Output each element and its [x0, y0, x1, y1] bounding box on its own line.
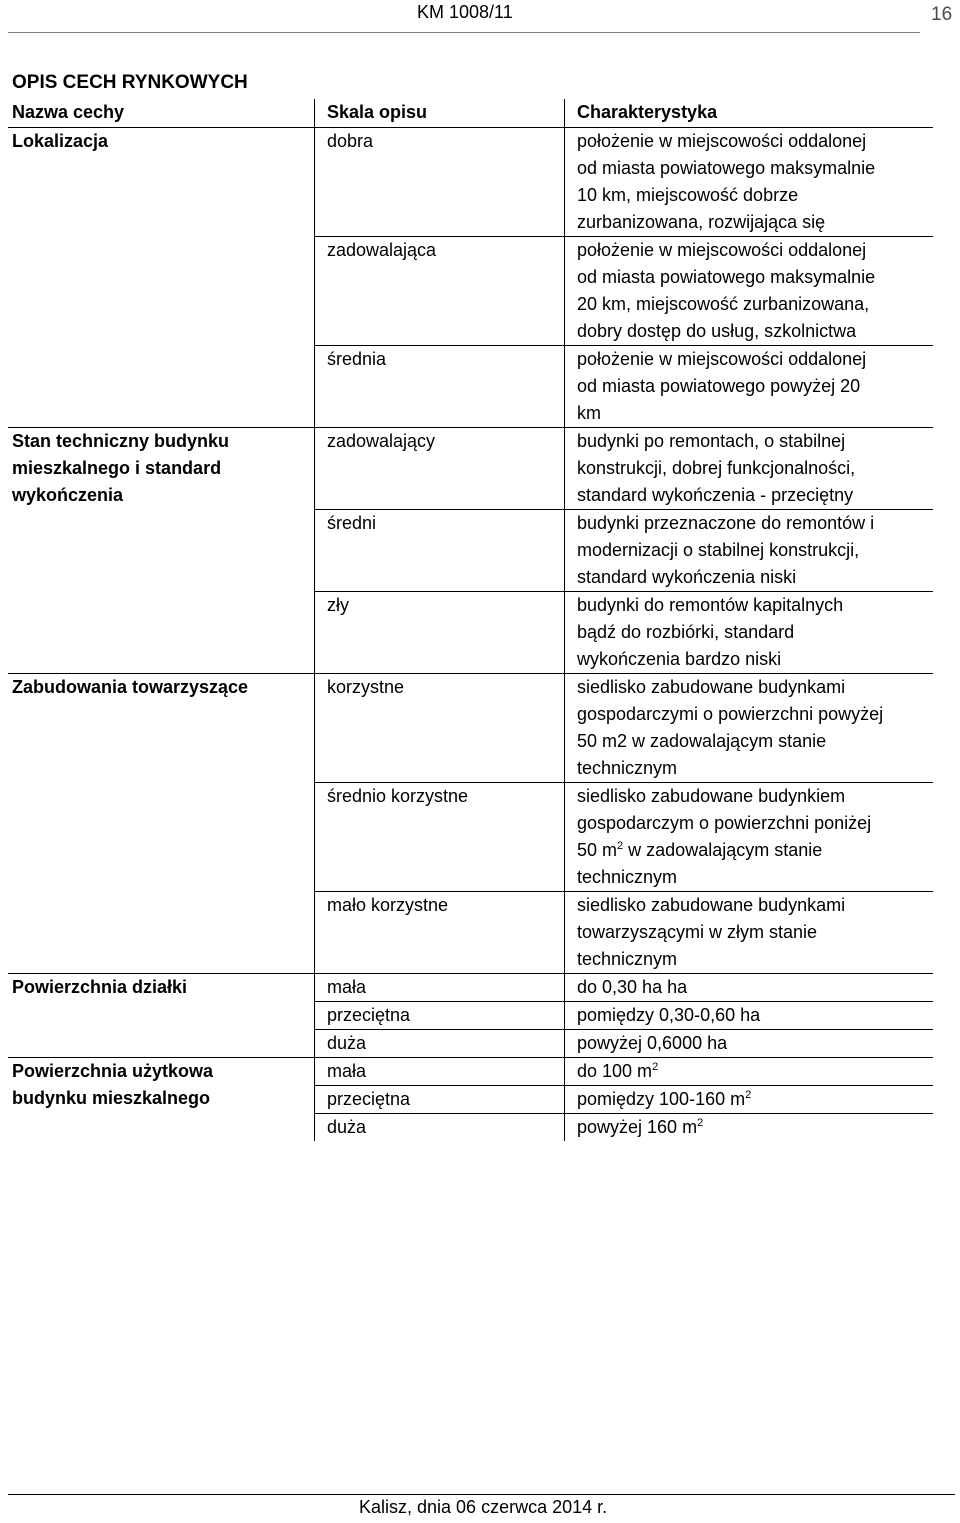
desc-line: zurbanizowana, rozwijająca się [577, 212, 826, 232]
table-row [8, 674, 933, 783]
scale-value: zły [315, 592, 565, 674]
scale-value: średni [315, 510, 565, 592]
desc-line: 20 km, miejscowość zurbanizowana, [577, 294, 870, 314]
desc-line: bądź do rozbiórki, standard [577, 622, 795, 642]
page-header [8, 0, 920, 33]
feature-line: Stan techniczny budynku [12, 431, 230, 451]
characteristic-text [565, 592, 934, 674]
area-value: pomiędzy 100-160 m [577, 1089, 746, 1109]
feature-line: wykończenia [12, 485, 124, 505]
superscript: 2 [697, 1117, 704, 1129]
desc-line: siedlisko zabudowane budynkiem [577, 786, 846, 806]
desc-line: budynki przeznaczone do remontów i [577, 513, 875, 533]
scale-value: zadowalający [315, 428, 565, 510]
characteristic-text [565, 674, 934, 783]
feature-location: Lokalizacja [8, 128, 315, 428]
table-header-row [8, 99, 933, 128]
scale-value: duża [315, 1030, 565, 1058]
characteristic-text [565, 128, 934, 237]
characteristic-text: powyżej 0,6000 ha [565, 1030, 934, 1058]
scale-value: zadowalająca [315, 237, 565, 346]
feature-plot-area: Powierzchnia działki [8, 974, 315, 1058]
page-footer [8, 1494, 955, 1517]
feature-usable-area [8, 1058, 315, 1142]
desc-line: położenie w miejscowości oddalonej [577, 349, 867, 369]
desc-line: modernizacji o stabilnej konstrukcji, [577, 540, 860, 560]
desc-line: od miasta powiatowego maksymalnie [577, 158, 876, 178]
feature-line: mieszkalnego i standard [12, 458, 222, 478]
header-scale: Skala opisu [315, 99, 565, 128]
superscript: 2 [617, 840, 624, 852]
header-characteristic: Charakterystyka [565, 99, 934, 128]
characteristic-text [565, 428, 934, 510]
desc-line: gospodarczymi o powierzchni powyżej [577, 704, 884, 724]
characteristic-text [565, 892, 934, 974]
characteristic-text [565, 510, 934, 592]
characteristic-text [565, 1086, 934, 1114]
desc-line: technicznym [577, 758, 678, 778]
scale-value: średnio korzystne [315, 783, 565, 892]
desc-line [577, 837, 933, 864]
characteristic-text [565, 237, 934, 346]
desc-line: km [577, 403, 601, 423]
scale-value: przeciętna [315, 1086, 565, 1114]
desc-line: standard wykończenia - przeciętny [577, 485, 854, 505]
desc-line: wykończenia bardzo niski [577, 649, 782, 669]
characteristic-text [565, 346, 934, 428]
document-number: KM 1008/11 [417, 2, 513, 22]
characteristic-text [565, 783, 934, 892]
desc-line: standard wykończenia niski [577, 567, 797, 587]
desc-line: siedlisko zabudowane budynkami [577, 895, 846, 915]
scale-value: mała [315, 974, 565, 1002]
scale-value: mało korzystne [315, 892, 565, 974]
desc-line: konstrukcji, dobrej funkcjonalności, [577, 458, 856, 478]
scale-value: mała [315, 1058, 565, 1086]
table-row [8, 428, 933, 510]
desc-text: w zadowalającym stanie [623, 840, 823, 860]
feature-technical-condition [8, 428, 315, 674]
table-row [8, 974, 933, 1002]
feature-outbuildings: Zabudowania towarzyszące [8, 674, 315, 974]
characteristic-text: pomiędzy 0,30-0,60 ha [565, 1002, 934, 1030]
characteristic-text [565, 1058, 934, 1086]
desc-line: siedlisko zabudowane budynkami [577, 677, 846, 697]
desc-line: od miasta powiatowego powyżej 20 [577, 376, 861, 396]
scale-value: średnia [315, 346, 565, 428]
feature-line: Powierzchnia użytkowa [12, 1061, 214, 1081]
table-row [8, 1058, 933, 1086]
scale-value: korzystne [315, 674, 565, 783]
desc-line: technicznym [577, 867, 678, 887]
page-number: 16 [931, 4, 953, 25]
desc-line: towarzyszącymi w złym stanie [577, 922, 818, 942]
superscript: 2 [745, 1089, 752, 1101]
scale-value: duża [315, 1114, 565, 1142]
desc-line: dobry dostęp do usług, szkolnictwa [577, 321, 857, 341]
characteristic-text [565, 1114, 934, 1142]
area-value: 50 m [577, 840, 618, 860]
area-value: do 100 m [577, 1061, 653, 1081]
area-value: powyżej 160 m [577, 1117, 698, 1137]
desc-line: położenie w miejscowości oddalonej [577, 240, 867, 260]
market-features-table [8, 99, 933, 1141]
footer-date-place: Kalisz, dnia 06 czerwca 2014 r. [359, 1497, 608, 1517]
characteristic-text: do 0,30 ha ha [565, 974, 934, 1002]
document-title: OPIS CECH RYNKOWYCH [12, 72, 248, 93]
header-feature-name: Nazwa cechy [8, 99, 315, 128]
desc-line: budynki do remontów kapitalnych [577, 595, 844, 615]
desc-line: od miasta powiatowego maksymalnie [577, 267, 876, 287]
desc-line: 50 m2 w zadowalającym stanie [577, 731, 827, 751]
desc-line: położenie w miejscowości oddalonej [577, 131, 867, 151]
scale-value: dobra [315, 128, 565, 237]
desc-line: 10 km, miejscowość dobrze [577, 185, 799, 205]
table-row [8, 128, 933, 237]
scale-value: przeciętna [315, 1002, 565, 1030]
superscript: 2 [652, 1061, 659, 1073]
desc-line: gospodarczym o powierzchni poniżej [577, 813, 872, 833]
desc-line: technicznym [577, 949, 678, 969]
desc-line: budynki po remontach, o stabilnej [577, 431, 846, 451]
feature-line: budynku mieszkalnego [12, 1088, 211, 1108]
